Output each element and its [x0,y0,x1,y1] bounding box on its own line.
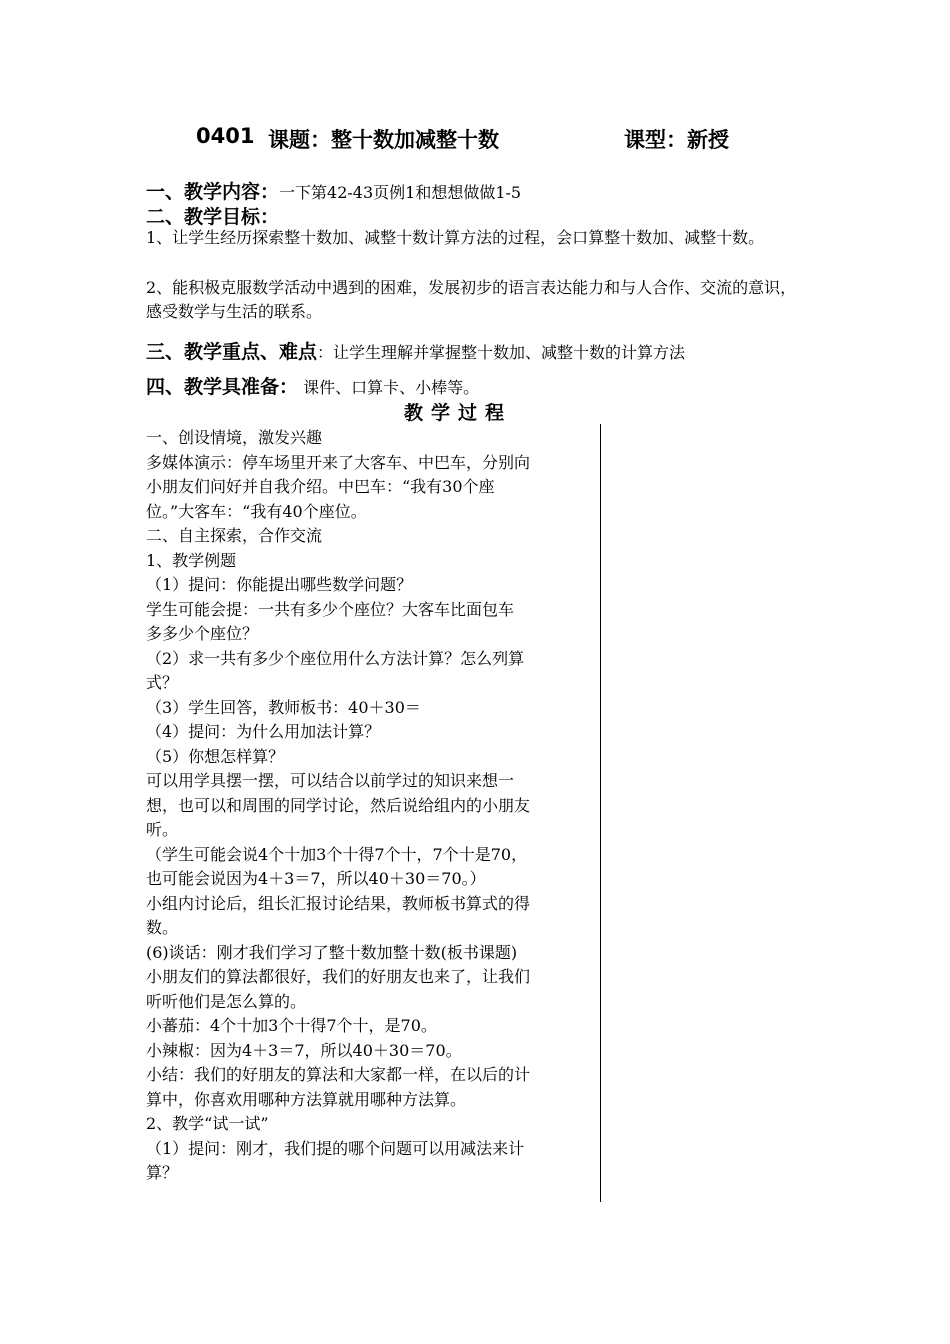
process-line: 也可能会说因为4＋3＝7，所以40＋30＝70。） [146,869,486,888]
process-line: 小朋友们的算法都很好，我们的好朋友也来了，让我们 [146,967,531,986]
process-line: (6)谈话：刚才我们学习了整十数加整十数(板书课题) [146,942,518,962]
process-line: 二、自主探索，合作交流 [146,526,323,545]
lesson-title [196,124,796,152]
process-line: 小蕃茄：4个十加3个十得7个十，是70。 [146,1016,437,1035]
process-line: 一、创设情境，激发兴趣 [146,428,323,447]
process-line: 数。 [146,918,179,937]
section-goals [146,202,279,229]
process-line: 听。 [146,820,179,839]
process-line: 想，也可以和周围的同学讨论，然后说给组内的小朋友 [146,795,531,815]
process-line: 小辣椒：因为4＋3＝7，所以40＋30＝70。 [146,1040,462,1060]
process-line: （2）求一共有多少个座位用什么方法计算？怎么列算 [146,648,525,668]
process-title: 教学过程 [404,402,513,424]
process-line: 听听他们是怎么算的。 [146,991,307,1011]
lesson-type: 课型：新授 [624,128,729,152]
content-heading: 一、教学内容： [146,181,280,203]
process-line: （3）学生回答，教师板书：40＋30＝ [146,697,421,717]
column-divider [600,424,601,1202]
process-line: 式？ [146,673,179,692]
goal-1: 1、让学生经历探索整十数加、减整十数计算方法的过程，会口算整十数加、减整十数。 [146,228,765,247]
process-line: 位。”大客车：“我有40个座位。 [146,501,367,521]
process-line: （4）提问：为什么用加法计算？ [146,722,381,741]
process-line: （1）提问：刚才，我们提的哪个问题可以用减法来计 [146,1138,525,1158]
process-line: 可以用学具摆一摆，可以结合以前学过的知识来想一 [146,771,515,790]
process-line: 算中，你喜欢用哪种方法算就用哪种方法算。 [146,1089,467,1109]
goals-heading: 二、教学目标： [146,206,280,228]
prep-heading: 四、教学具准备： [146,376,299,398]
process-line: （1）提问：你能提出哪些数学问题？ [146,575,413,594]
process-line: （学生可能会说4个十加3个十得7个十，7个十是70， [146,844,528,864]
section-key-points [146,337,685,364]
process-line: 多媒体演示：停车场里开来了大客车、中巴车，分别向 [146,452,531,472]
process-line: 小朋友们问好并自我介绍。中巴车：“我有30个座 [146,477,495,496]
process-line: 小结：我们的好朋友的算法和大家都一样，在以后的计 [146,1065,531,1084]
content-text: 一下第42-43页例1和想想做做1-5 [279,183,522,202]
process-line: 2、教学“试一试” [146,1114,269,1133]
process-line: 1、教学例题 [146,550,237,570]
process-line: （5）你想怎样算？ [146,746,285,766]
lesson-topic: 课题：整十数加减整十数 [268,128,499,152]
process-line: 学生可能会提：一共有多少个座位？大客车比面包车 [146,599,515,619]
key-text: ：让学生理解并掌握整十数加、减整十数的计算方法 [317,343,686,362]
process-line: 小组内讨论后，组长汇报讨论结果，教师板书算式的得 [146,893,531,913]
section-content [146,177,521,204]
process-line: 算？ [146,1163,179,1182]
lesson-code: 0401 [196,124,255,148]
goal-2: 2、能积极克服数学活动中遇到的困难，发展初步的语言表达能力和与人合作、交流的意识，感受数学与生活的联系。 [146,278,797,321]
section-preparation [146,372,479,399]
key-heading: 三、教学重点、难点 [146,341,318,363]
prep-text: 课件、口算卡、小棒等。 [298,378,480,397]
process-column [146,426,596,1186]
process-line: 多多少个座位？ [146,624,259,643]
